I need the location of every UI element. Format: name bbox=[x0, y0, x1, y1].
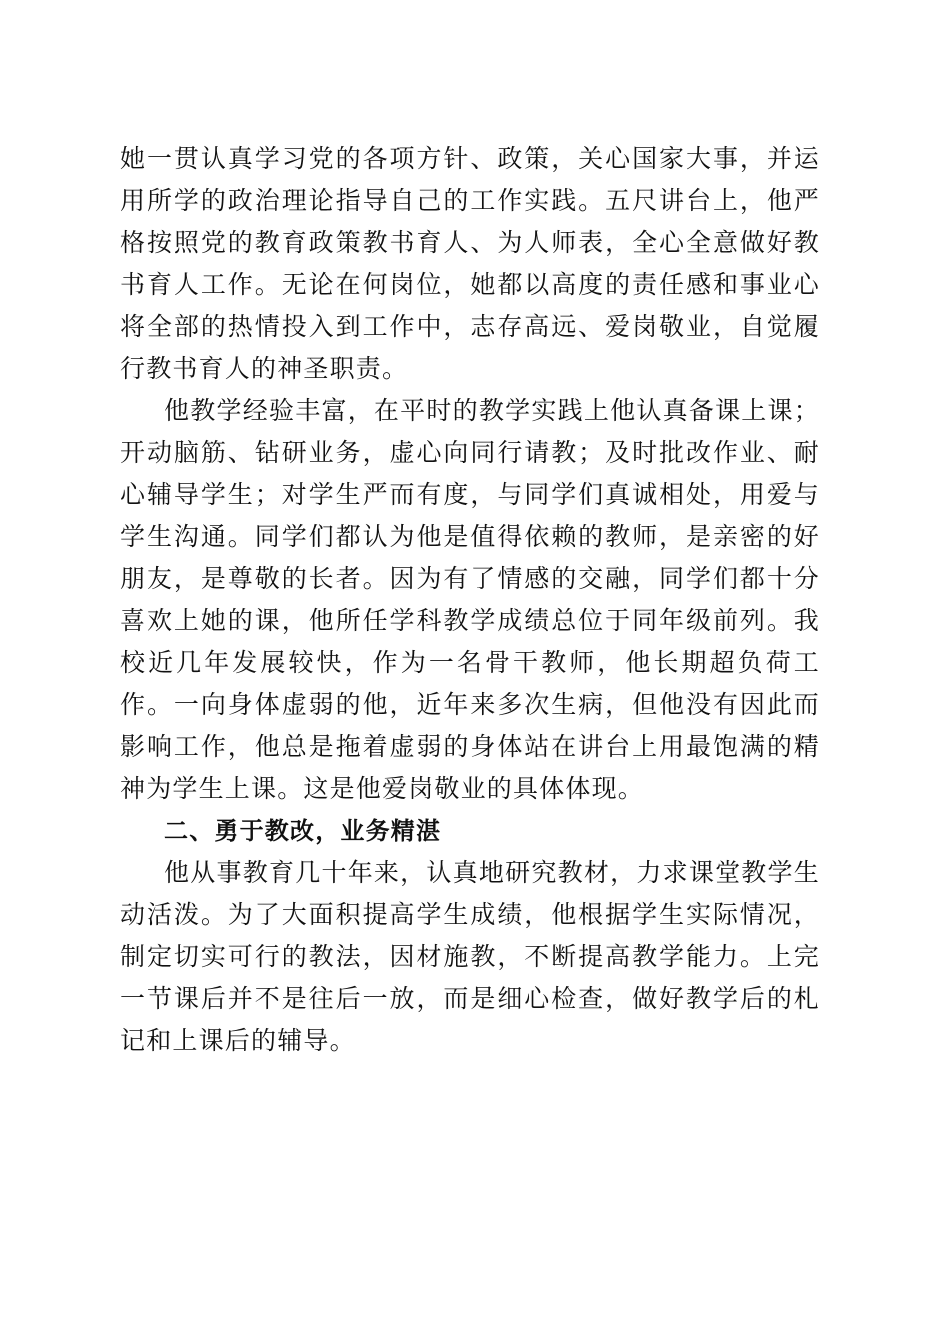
document-page bbox=[120, 138, 820, 1062]
paragraph-teaching-experience: 他教学经验丰富，在平时的教学实践上他认真备课上课；开动脑筋、钻研业务，虚心向同行请教；及时批改作业、耐心辅导学生；对学生严而有度，与同学们真诚相处，用爱与学生沟通。同学们都认为他是值得依赖的教师，是亲密的好朋友，是尊敬的长者。因为有了情感的交融，同学们都十分喜欢上她的课，他所任学科教学成绩总位于同年级前列。我校近几年发展较快，作为一名骨干教师，他长期超负荷工作。一向身体虚弱的他，近年来多次生病，但他没有因此而影响工作，他总是拖着虚弱的身体站在讲台上用最饱满的精神为学生上课。这是他爱岗敬业的具体体现。 bbox=[120, 396, 820, 803]
section-heading: 二、勇于教改，业务精湛 bbox=[164, 817, 442, 845]
paragraph-teaching-reform: 他从事教育几十年来，认真地研究教材，力求课堂教学生动活泼。为了大面积提高学生成绩，他根据学生实际情况，制定切实可行的教法，因材施教，不断提高教学能力。上完一节课后并不是往后一放，而是细心检查，做好教学后的札记和上课后的辅导。 bbox=[120, 858, 820, 1055]
paragraph-continued: 她一贯认真学习党的各项方针、政策，关心国家大事，并运用所学的政治理论指导自己的工作实践。五尺讲台上，他严格按照党的教育政策教书育人、为人师表，全心全意做好教书育人工作。无论在何岗位，她都以高度的责任感和事业心将全部的热情投入到工作中，志存高远、爱岗敬业，自觉履行教书育人的神圣职责。 bbox=[120, 144, 820, 383]
